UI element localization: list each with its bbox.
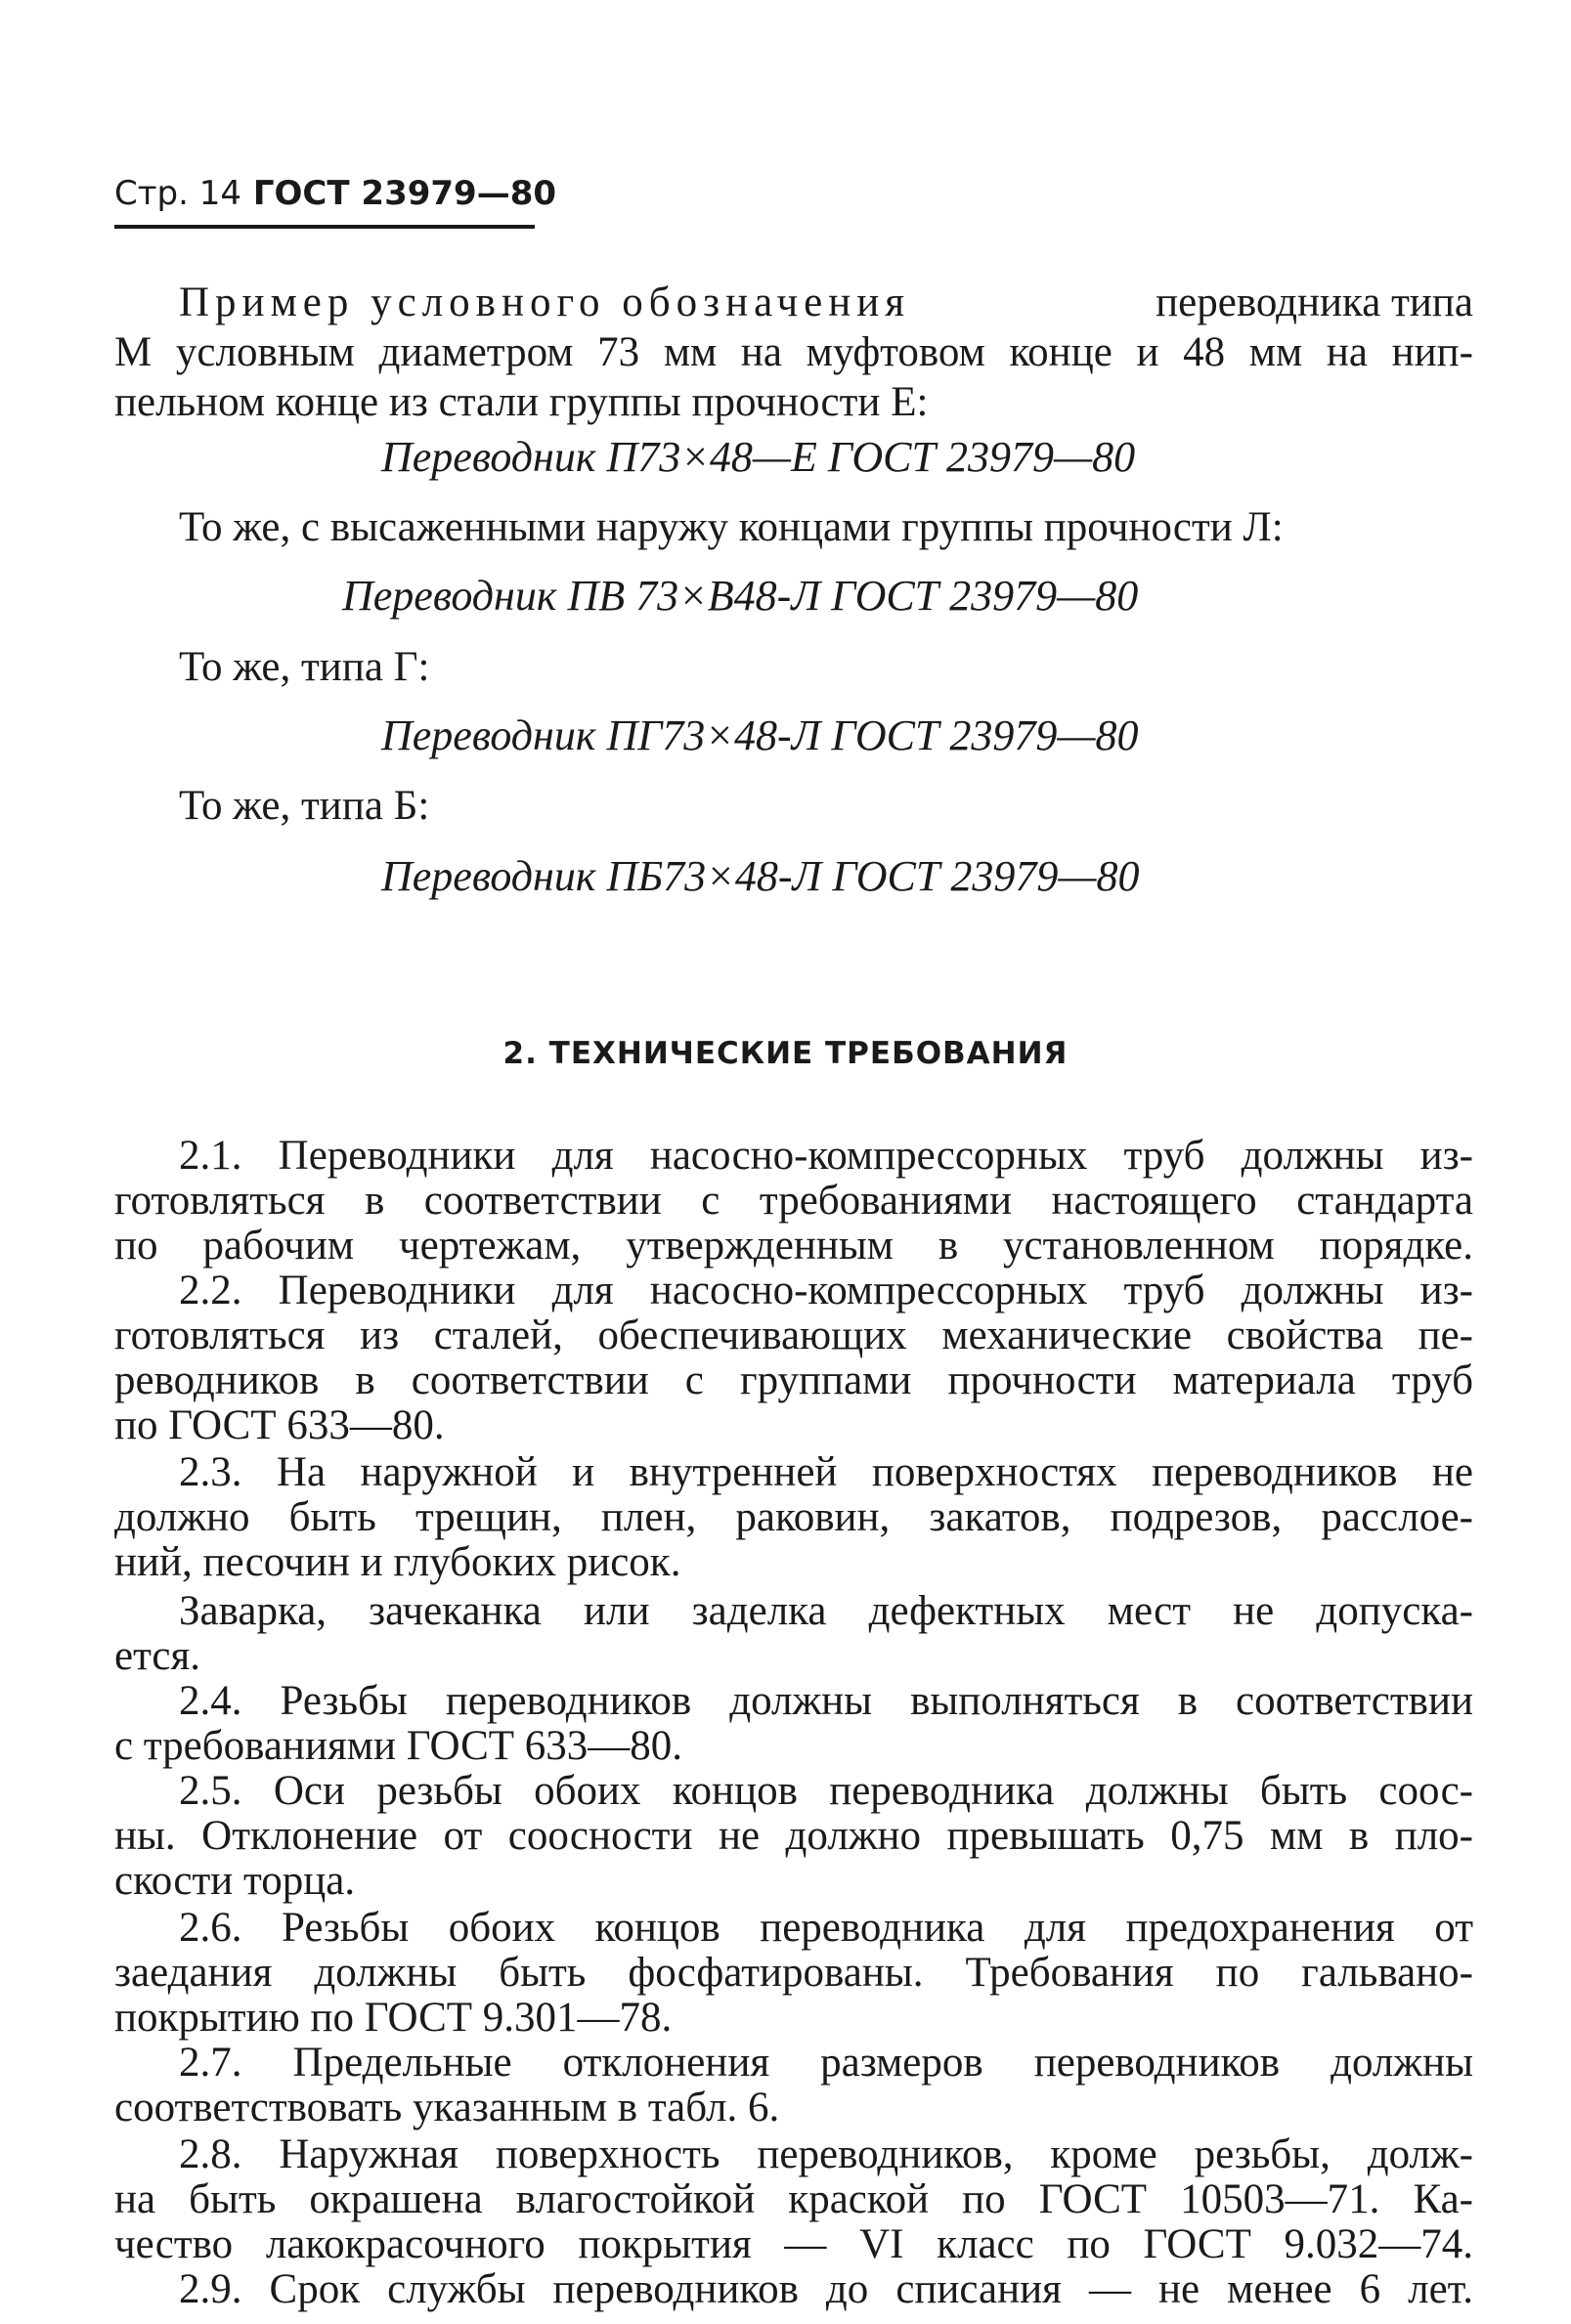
paragraph-line: скости торца. xyxy=(114,1858,356,1904)
paragraph-line: 2.8. Наружная поверхность переводников, кроме резьбы, долж- xyxy=(179,2131,1473,2177)
example-intro-spaced: Пример условного обозначения xyxy=(179,280,911,325)
section-title: 2. ТЕХНИЧЕСКИЕ ТРЕБОВАНИЯ xyxy=(502,1036,1069,1071)
paragraph-line: 2.5. Оси резьбы обоих концов переводника должны быть соос- xyxy=(179,1768,1473,1814)
page-header xyxy=(114,174,556,213)
example-intro-rest: переводника типа xyxy=(1156,280,1473,325)
paragraph-line: 2.2. Переводники для насосно-компрессорных труб должны из- xyxy=(179,1268,1473,1313)
designation-caption: То же, типа Б: xyxy=(179,783,430,829)
page-number: Стр. 14 xyxy=(114,174,242,213)
paragraph-line: 2.7. Предельные отклонения размеров переводников должны xyxy=(179,2040,1473,2086)
header-rule xyxy=(114,225,535,229)
paragraph-line: соответствовать указанным в табл. 6. xyxy=(114,2085,780,2130)
example-intro xyxy=(179,279,1473,327)
paragraph-line: заедания должны быть фосфатированы. Требования по гальвано- xyxy=(114,1950,1473,1996)
example-line: пельном конце из стали группы прочности Е: xyxy=(114,379,929,425)
designation-formula: Переводник ПБ73×48-Л ГОСТ 23979—80 xyxy=(381,852,1140,900)
designation-formula: Переводник ПГ73×48-Л ГОСТ 23979—80 xyxy=(381,711,1139,759)
paragraph-line: по ГОСТ 633—80. xyxy=(114,1402,445,1448)
paragraph-line: на быть окрашена влагостойкой краской по ГОСТ 10503—71. Ка- xyxy=(114,2176,1473,2222)
standard-number: ГОСТ 23979—80 xyxy=(252,174,557,213)
paragraph-line: 2.4. Резьбы переводников должны выполняться в соответствии xyxy=(179,1678,1473,1724)
paragraph-line: чество лакокрасочного покрытия — VI класс по ГОСТ 9.032—74. xyxy=(114,2221,1473,2267)
designation-formula: Переводник ПВ 73×В48-Л ГОСТ 23979—80 xyxy=(342,572,1139,620)
paragraph-line: реводников в соответствии с группами прочности материала труб xyxy=(114,1357,1473,1403)
paragraph-line: 2.1. Переводники для насосно-компрессорных труб должны из- xyxy=(179,1133,1473,1179)
example-line: М условным диаметром 73 мм на муфтовом конце и 48 мм на нип- xyxy=(114,329,1473,375)
paragraph-line: 2.3. На наружной и внутренней поверхностях переводников не xyxy=(179,1449,1473,1495)
paragraph-line: 2.9. Срок службы переводников до списания — не менее 6 лет. xyxy=(179,2266,1473,2312)
designation-caption: То же, типа Г: xyxy=(179,644,430,690)
paragraph-line: ний, песочин и глубоких рисок. xyxy=(114,1539,681,1585)
designation-caption: То же, с высаженными наружу концами группы прочности Л: xyxy=(179,504,1284,550)
paragraph-line: должно быть трещин, плен, раковин, закатов, подрезов, расслое- xyxy=(114,1494,1473,1540)
paragraph-line: по рабочим чертежам, утвержденным в установленном порядке. xyxy=(114,1223,1473,1269)
paragraph-line: готовляться из сталей, обеспечивающих механические свойства пе- xyxy=(114,1313,1473,1358)
paragraph-line: ется. xyxy=(114,1633,201,1679)
paragraph-line: ны. Отклонение от соосности не должно превышать 0,75 мм в пло- xyxy=(114,1813,1473,1859)
paragraph-line: 2.6. Резьбы обоих концов переводника для предохранения от xyxy=(179,1905,1473,1951)
paragraph-line: Заварка, зачеканка или заделка дефектных мест не допуска- xyxy=(179,1588,1473,1634)
paragraph-line: готовляться в соответствии с требованиями настоящего стандарта xyxy=(114,1178,1473,1224)
paragraph-line: покрытию по ГОСТ 9.301—78. xyxy=(114,1995,673,2041)
designation-formula: Переводник П73×48—Е ГОСТ 23979—80 xyxy=(381,433,1136,481)
paragraph-line: с требованиями ГОСТ 633—80. xyxy=(114,1723,683,1769)
